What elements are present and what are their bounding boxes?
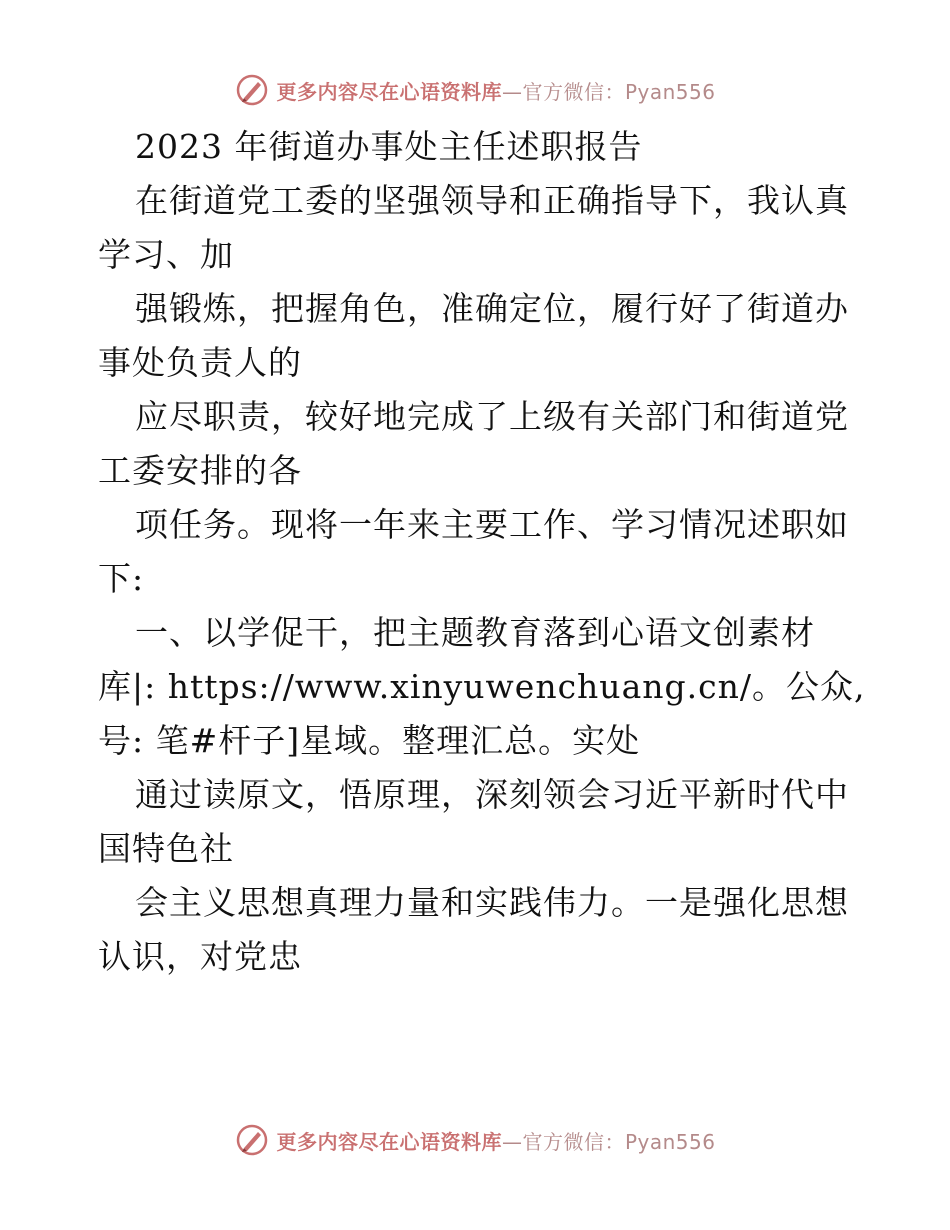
watermark-text: 更多内容尽在心语资料库—官方微信：Pyan556 (276, 1129, 716, 1154)
text-line: 认识，对党忠 (98, 937, 302, 976)
text-line: 通过读原文，悟原理，深刻领会习近平新时代中 (135, 775, 849, 814)
text-line: 库|: https://www.xinyuwenchuang.cn/。公众, (98, 667, 866, 706)
watermark-banner-bottom (0, 1120, 950, 1160)
text-line: 一、以学促干，把主题教育落到心语文创素材 (135, 613, 815, 652)
text-line: 下: (98, 559, 145, 598)
text-line: 应尽职责，较好地完成了上级有关部门和街道党 (135, 397, 849, 436)
text-line: 强锻炼，把握角色，准确定位，履行好了街道办 (135, 289, 849, 328)
text-line: 国特色社 (98, 829, 234, 868)
text-line: 会主义思想真理力量和实践伟力。一是强化思想 (135, 883, 849, 922)
text-line: 2023 年街道办事处主任述职报告 (135, 127, 643, 166)
text-line: 工委安排的各 (98, 451, 302, 490)
watermark-text: 更多内容尽在心语资料库—官方微信：Pyan556 (276, 79, 716, 104)
pen-logo-icon (234, 72, 270, 108)
text-line: 在街道党工委的坚强领导和正确指导下，我认真 (135, 181, 849, 220)
text-line: 项任务。现将一年来主要工作、学习情况述职如 (135, 505, 849, 544)
document-body (98, 120, 866, 984)
text-line: 学习、加 (98, 235, 234, 274)
text-line: 事处负责人的 (98, 343, 302, 382)
text-line: 号: 笔#杆子]星域。整理汇总。实处 (98, 721, 641, 760)
pen-logo-icon (234, 1122, 270, 1158)
watermark-banner-top (0, 70, 950, 110)
